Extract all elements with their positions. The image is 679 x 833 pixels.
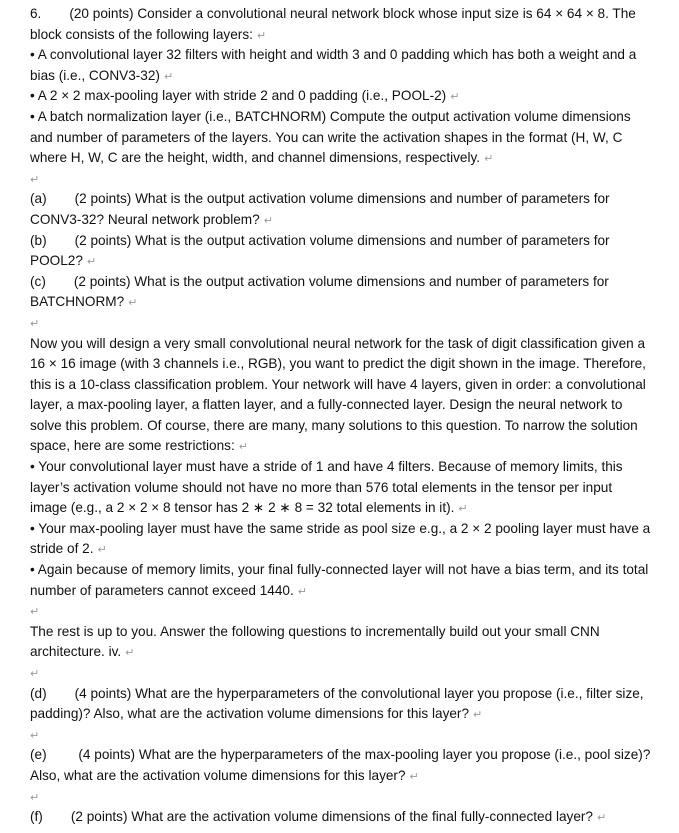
line-text: 6.: [30, 6, 42, 21]
line-text: CONV3-32? Neural network problem?: [30, 211, 260, 227]
line-text: BATCHNORM?: [30, 294, 125, 310]
line-text: layer, a max-pooling layer, a flatten layer, and a fully-connected layer. Design the neural network to: [30, 397, 623, 413]
text-line: [30, 272, 660, 293]
paragraph-mark-icon: ↵: [238, 441, 248, 454]
text-line: [30, 478, 660, 499]
text-line: [30, 86, 660, 107]
line-text: • A batch normalization layer (i.e., BATCHNORM) Compute the output activation volume dimensions: [30, 108, 631, 124]
text-line: [30, 4, 660, 25]
text-line: [30, 25, 660, 46]
paragraph-mark-icon: ↵: [458, 503, 468, 516]
text-line: [30, 45, 660, 66]
text-line: [30, 251, 660, 272]
paragraph-mark-icon: ↵: [263, 214, 273, 227]
line-text: 16 × 16 image (with 3 channels i.e., RGB), you want to predict the digit shown in the image. Therefore,: [30, 356, 646, 372]
paragraph-mark-icon: ↵: [256, 29, 267, 42]
line-text: (f): [30, 809, 43, 825]
text-line: [30, 313, 660, 334]
line-text: bias (i.e., CONV3-32): [30, 67, 160, 83]
line-text: (d): [30, 685, 47, 701]
paragraph-mark-icon: ↵: [450, 91, 460, 104]
paragraph-mark-icon: ↵: [484, 153, 494, 166]
text-line: [30, 601, 660, 622]
text-line: [30, 128, 660, 149]
line-text: (b): [30, 232, 47, 248]
text-line: [30, 189, 660, 210]
paragraph-mark-icon: ↵: [30, 317, 40, 330]
line-text-continued: (2 points) What are the activation volume dimensions of the final fully-connected layer?: [70, 809, 593, 825]
text-line: [30, 148, 660, 169]
line-text: Also, what are the activation volume dimensions for this layer?: [30, 767, 406, 783]
line-text-continued: (4 points) What are the hyperparameters of the max-pooling layer you propose (i.e., pool size)?: [74, 747, 651, 763]
line-text: • A 2 × 2 max-pooling layer with stride 2 and 0 padding (i.e., POOL-2): [30, 88, 447, 104]
text-line: [30, 436, 660, 457]
line-text: solve this problem. Of course, there are many, many solutions to this question. To narrow the solution: [30, 417, 638, 433]
text-line: [30, 766, 660, 787]
text-line: [30, 581, 660, 602]
paragraph-mark-icon: ↵: [473, 709, 483, 722]
line-text: The rest is up to you. Answer the following questions to incrementally build out your small CNN: [30, 623, 600, 639]
paragraph-mark-icon: ↵: [30, 668, 40, 680]
line-text: (c): [30, 273, 46, 289]
line-text: Now you will design a very small convolutional neural network for the task of digit classification given a: [30, 335, 646, 351]
line-text: block consists of the following layers:: [30, 26, 253, 42]
paragraph-mark-icon: ↵: [30, 606, 40, 619]
line-text-continued: (2 points) What is the output activation volume dimensions and number of parameters for: [74, 191, 610, 207]
text-line: [30, 416, 660, 437]
line-text: architecture. iv.: [30, 644, 122, 660]
text-line: [30, 66, 660, 87]
text-line: [30, 807, 660, 828]
line-text: image (e.g., a 2 × 2 × 8 tensor has 2 ∗ 2 ∗ 8 = 32 total elements in it).: [30, 500, 455, 516]
line-text: (a): [30, 191, 47, 207]
text-line: [30, 292, 660, 313]
text-line: [30, 560, 660, 581]
text-line: [30, 684, 660, 705]
text-line: [30, 519, 660, 540]
text-line: [30, 745, 660, 766]
line-text: number of parameters cannot exceed 1440.: [30, 582, 294, 598]
line-text-continued: (2 points) What is the output activation volume dimensions and number of parameters for: [73, 273, 609, 289]
line-text: • A convolutional layer 32 filters with height and width 3 and 0 padding which has both a weight and a: [30, 47, 637, 63]
line-text: layer’s activation volume should not have no more than 576 total elements in the tensor per input: [30, 479, 613, 495]
text-line: [30, 663, 660, 684]
text-line: [30, 725, 660, 746]
line-text: POOL2?: [30, 253, 83, 269]
paragraph-mark-icon: ↵: [297, 585, 307, 598]
text-line: [30, 642, 660, 663]
line-text: space, here are some restrictions:: [30, 438, 235, 454]
line-text: • Your convolutional layer must have a stride of 1 and have 4 filters. Because of memory limits, this: [30, 459, 623, 475]
line-text: where H, W, C are the height, width, and channel dimensions, respectively.: [30, 150, 481, 166]
line-text-continued: (4 points) What are the hyperparameters of the convolutional layer you propose (i.e., filter size,: [74, 685, 644, 701]
line-text: padding)? Also, what are the activation volume dimensions for this layer?: [30, 706, 470, 722]
paragraph-mark-icon: ↵: [97, 544, 107, 557]
line-text: • Again because of memory limits, your final fully-connected layer will not have a bias term, and its total: [30, 562, 649, 578]
text-line: [30, 457, 660, 478]
line-text-continued: (20 points) Consider a convolutional neural network block whose input size is 64 × 64 × 8. The: [69, 6, 636, 21]
line-text-continued: (2 points) What is the output activation volume dimensions and number of parameters for: [74, 232, 610, 248]
text-line: [30, 622, 660, 643]
paragraph-mark-icon: ↵: [125, 647, 135, 660]
line-text: • Your max-pooling layer must have the same stride as pool size e.g., a 2 × 2 pooling layer must have a: [30, 520, 651, 536]
text-line: [30, 169, 660, 190]
paragraph-mark-icon: ↵: [163, 70, 174, 83]
paragraph-mark-icon: ↵: [409, 770, 419, 783]
text-line: [30, 787, 660, 808]
paragraph-mark-icon: ↵: [596, 812, 607, 825]
line-text: and number of parameters of the layers. You can write the activation shapes in the format (H, W, C: [30, 129, 623, 145]
text-line: [30, 334, 660, 355]
text-line: [30, 539, 660, 560]
document-body: [30, 4, 660, 828]
paragraph-mark-icon: ↵: [30, 791, 40, 804]
text-line: [30, 354, 660, 375]
text-line: [30, 107, 660, 128]
paragraph-mark-icon: ↵: [30, 173, 40, 186]
line-text: (e): [30, 747, 47, 763]
text-line: [30, 704, 660, 725]
line-text: stride of 2.: [30, 541, 94, 557]
text-line: [30, 231, 660, 252]
paragraph-mark-icon: ↵: [30, 729, 40, 742]
text-line: [30, 375, 660, 396]
line-text: this is a 10-class classification problem. Your network will have 4 layers, given in order: a convolutional: [30, 376, 646, 392]
paragraph-mark-icon: ↵: [86, 256, 97, 269]
text-line: [30, 210, 660, 231]
paragraph-mark-icon: ↵: [128, 297, 138, 310]
text-line: [30, 395, 660, 416]
text-line: [30, 498, 660, 519]
